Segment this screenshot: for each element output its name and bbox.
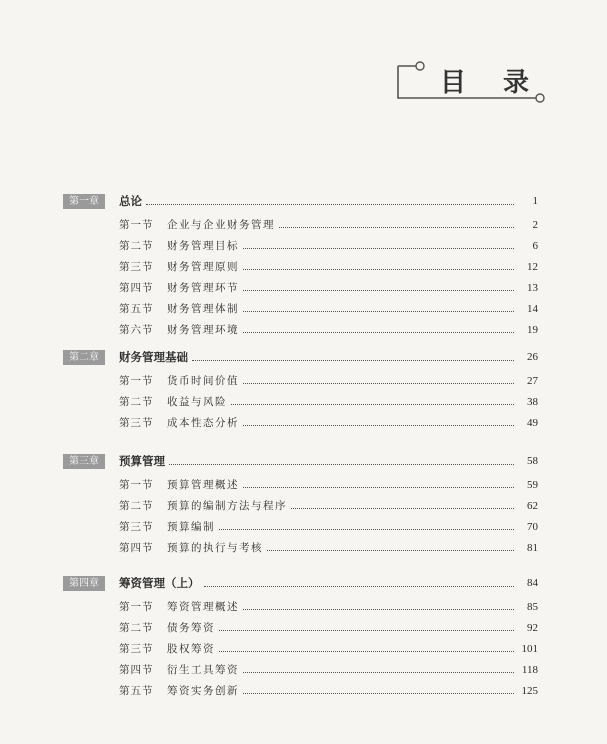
dot-leader	[219, 651, 514, 652]
dot-leader	[243, 311, 514, 312]
section-row[interactable]	[119, 617, 538, 638]
page-number: 58	[527, 455, 538, 467]
chapter-row[interactable]	[63, 348, 538, 366]
chapter-title: 预算管理	[119, 454, 165, 468]
section-number: 第二节	[119, 240, 154, 252]
dot-leader	[291, 508, 514, 509]
section-number: 第五节	[119, 303, 154, 315]
section-title: 债务筹资	[167, 622, 215, 634]
section-title: 财务管理目标	[167, 240, 239, 252]
page-number: 118	[521, 663, 538, 676]
section-row[interactable]	[119, 391, 538, 412]
section-title: 预算的执行与考核	[167, 542, 263, 554]
page-number: 70	[527, 520, 538, 533]
page-number: 125	[521, 684, 538, 697]
section-row[interactable]	[119, 495, 538, 516]
section-number: 第四节	[119, 282, 154, 294]
section-title: 财务管理环境	[167, 324, 239, 336]
chapter-title: 筹资管理（上）	[119, 576, 200, 590]
chapter-badge: 第四章	[63, 576, 105, 591]
section-row[interactable]	[119, 596, 538, 617]
section-row[interactable]	[119, 638, 538, 659]
page-number: 92	[527, 621, 538, 634]
dot-leader	[243, 332, 514, 333]
dot-leader	[169, 464, 514, 465]
section-row[interactable]	[119, 214, 538, 235]
page-number: 85	[527, 600, 538, 613]
section-title: 成本性态分析	[167, 417, 239, 429]
section-number: 第四节	[119, 664, 154, 676]
section-title: 预算管理概述	[167, 479, 239, 491]
chapter-badge: 第一章	[63, 194, 105, 209]
chapter-block	[63, 348, 538, 433]
dot-leader	[243, 383, 514, 384]
chapter-badge: 第二章	[63, 350, 105, 365]
section-number: 第六节	[119, 324, 154, 336]
section-title: 货币时间价值	[167, 375, 239, 387]
dot-leader	[243, 672, 514, 673]
section-number: 第二节	[119, 622, 154, 634]
section-title: 预算的编制方法与程序	[167, 500, 287, 512]
section-number: 第四节	[119, 542, 154, 554]
section-row[interactable]	[119, 298, 538, 319]
section-title: 筹资实务创新	[167, 685, 239, 697]
page-number: 59	[527, 478, 538, 491]
chapter-block	[63, 452, 538, 558]
section-title: 收益与风险	[167, 396, 227, 408]
dot-leader	[243, 248, 514, 249]
section-row[interactable]	[119, 474, 538, 495]
page-number: 13	[527, 281, 538, 294]
section-number: 第三节	[119, 417, 154, 429]
section-row[interactable]	[119, 537, 538, 558]
dot-leader	[219, 529, 514, 530]
section-row[interactable]	[119, 256, 538, 277]
dot-leader	[279, 227, 514, 228]
section-title: 衍生工具筹资	[167, 664, 239, 676]
chapter-block	[63, 192, 538, 340]
dot-leader	[243, 425, 514, 426]
section-number: 第一节	[119, 375, 154, 387]
chapter-title: 财务管理基础	[119, 350, 188, 364]
chapter-row[interactable]	[63, 574, 538, 592]
page-number: 12	[527, 260, 538, 273]
section-row[interactable]	[119, 277, 538, 298]
page-number: 101	[521, 642, 538, 655]
section-number: 第三节	[119, 261, 154, 273]
dot-leader	[243, 290, 514, 291]
section-number: 第二节	[119, 396, 154, 408]
section-row[interactable]	[119, 680, 538, 701]
page-number: 2	[532, 218, 538, 231]
page-number: 14	[527, 302, 538, 315]
section-number: 第三节	[119, 643, 154, 655]
page-number: 62	[527, 499, 538, 512]
section-row[interactable]	[119, 319, 538, 340]
chapter-row[interactable]	[63, 192, 538, 210]
chapter-block	[63, 574, 538, 701]
section-title: 财务管理原则	[167, 261, 239, 273]
chapter-title: 总论	[119, 194, 142, 208]
section-title: 股权筹资	[167, 643, 215, 655]
section-row[interactable]	[119, 659, 538, 680]
dot-leader	[267, 550, 514, 551]
page-number: 38	[527, 395, 538, 408]
page-number: 6	[532, 239, 538, 252]
page-number: 84	[527, 577, 538, 589]
chapter-row[interactable]	[63, 452, 538, 470]
section-title: 财务管理环节	[167, 282, 239, 294]
section-number: 第一节	[119, 601, 154, 613]
page-number: 19	[527, 323, 538, 336]
section-number: 第三节	[119, 521, 154, 533]
page-number: 49	[527, 416, 538, 429]
section-number: 第一节	[119, 479, 154, 491]
page-title: 目 录	[440, 68, 544, 98]
section-title: 财务管理体制	[167, 303, 239, 315]
dot-leader	[204, 586, 515, 587]
dot-leader	[219, 630, 514, 631]
section-title: 预算编制	[167, 521, 215, 533]
section-number: 第五节	[119, 685, 154, 697]
dot-leader	[192, 360, 514, 361]
page-number: 1	[532, 195, 538, 207]
page-number: 27	[527, 374, 538, 387]
dot-leader	[231, 404, 514, 405]
dot-leader	[243, 693, 514, 694]
section-title: 筹资管理概述	[167, 601, 239, 613]
page-number: 26	[527, 351, 538, 363]
dot-leader	[146, 204, 514, 205]
section-row[interactable]	[119, 516, 538, 537]
section-row[interactable]	[119, 370, 538, 391]
section-title: 企业与企业财务管理	[167, 219, 275, 231]
section-row[interactable]	[119, 412, 538, 433]
chapter-badge: 第三章	[63, 454, 105, 469]
section-number: 第二节	[119, 500, 154, 512]
section-row[interactable]	[119, 235, 538, 256]
dot-leader	[243, 487, 514, 488]
page-number: 81	[527, 541, 538, 554]
dot-leader	[243, 609, 514, 610]
dot-leader	[243, 269, 514, 270]
section-number: 第一节	[119, 219, 154, 231]
